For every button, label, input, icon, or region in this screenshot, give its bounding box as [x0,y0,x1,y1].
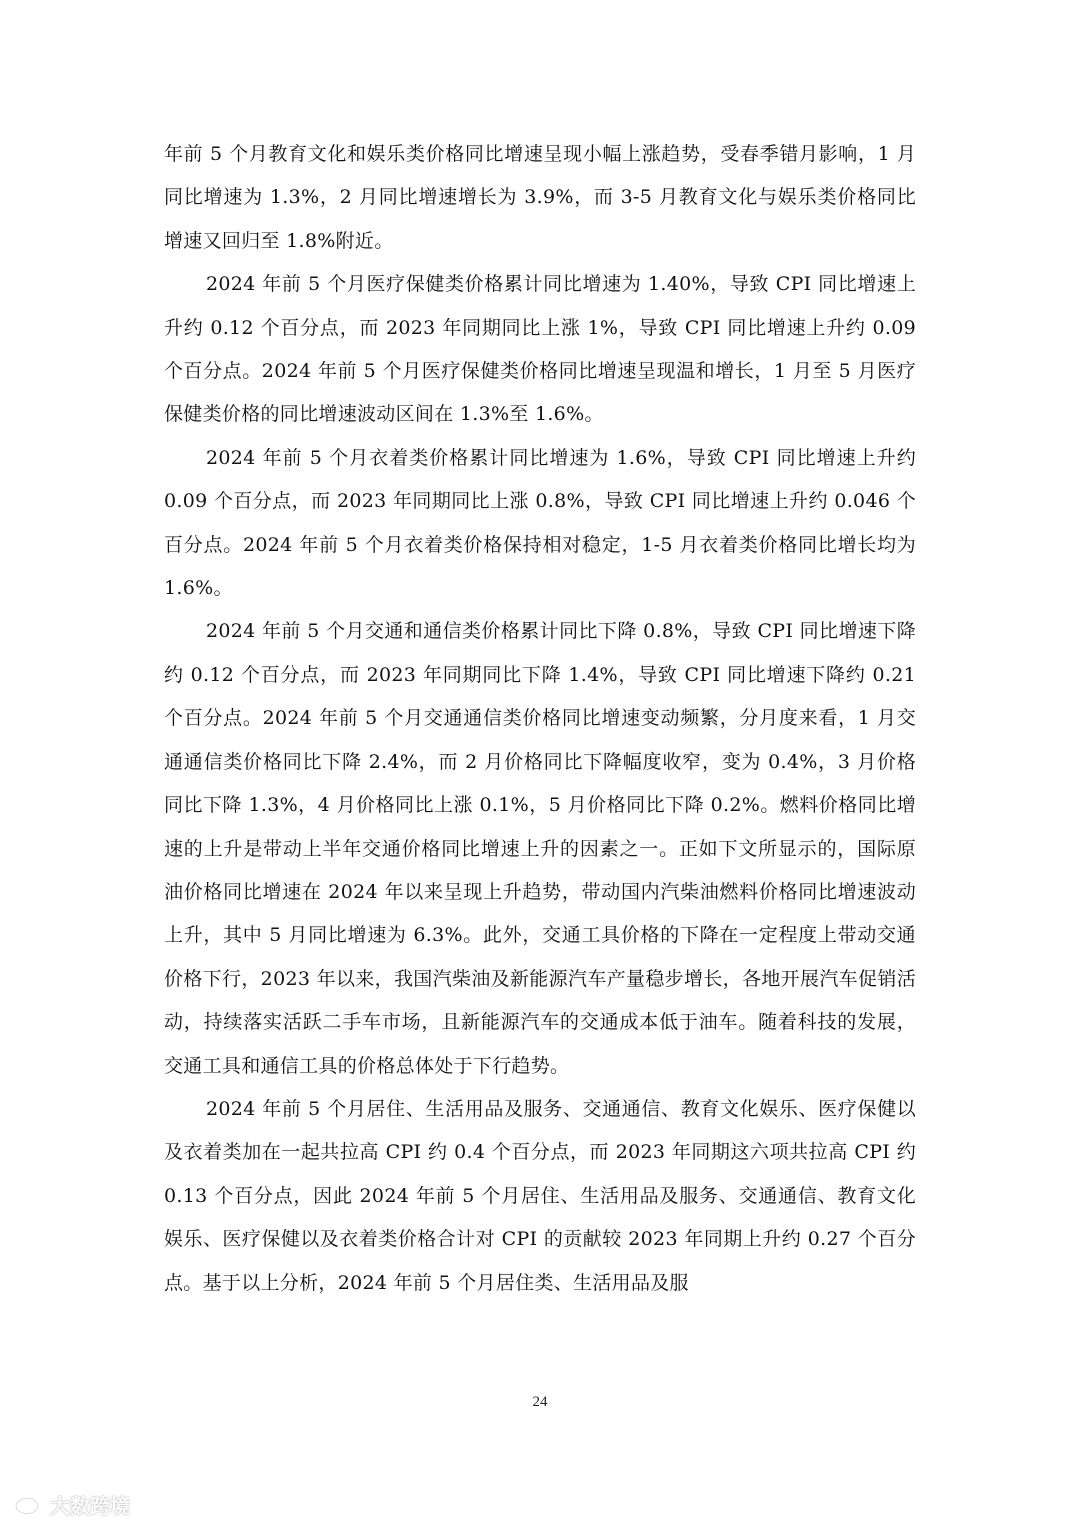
paragraph: 2024 年前 5 个月交通和通信类价格累计同比下降 0.8%，导致 CPI 同比增速下降约 0.12 个百分点，而 2023 年同期同比下降 1.4%，导致 CPI 同比增速下降约 0.21 个百分点。2024 年前 5 个月交通通信类价格同比增速变动频繁，分月度来看，1 月交通通信类价格同比下降 2.4%，而 2 月价格同比下降幅度收窄，变为 0.4%，3 月价格同比下降 1.3%，4 月价格同比上涨 0.1%，5 月价格同比下降 0.2%。燃料价格同比增速的上升是带动上半年交通价格同比增速上升的因素之一。正如下文所显示的，国际原油价格同比增速在 2024 年以来呈现上升趋势，带动国内汽柴油燃料价格同比增速波动上升，其中 5 月同比增速为 6.3%。此外，交通工具价格的下降在一定程度上带动交通价格下行，2023 年以来，我国汽柴油及新能源汽车产量稳步增长，各地开展汽车促销活动，持续落实活跃二手车市场，且新能源汽车的交通成本低于油车。随着科技的发展，交通工具和通信工具的价格总体处于下行趋势。 [164,620,916,1077]
watermark [14,1490,130,1519]
watermark-text: 大数跨境 [50,1494,130,1518]
weibo-logo-icon [14,1491,44,1519]
paragraph: 2024 年前 5 个月衣着类价格累计同比增速为 1.6%，导致 CPI 同比增速上升约 0.09 个百分点，而 2023 年同期同比上涨 0.8%，导致 CPI 同比增速上升约 0.046 个百分点。2024 年前 5 个月衣着类价格保持相对稳定，1-5 月衣着类价格同比增长均为 1.6%。 [164,446,916,600]
paragraph: 年前 5 个月教育文化和娱乐类价格同比增速呈现小幅上涨趋势，受春季错月影响，1 月同比增速为 1.3%，2 月同比增速增长为 3.9%，而 3-5 月教育文化与娱乐类价格同比增速又回归至 1.8%附近。 [164,143,916,252]
paragraph: 2024 年前 5 个月医疗保健类价格累计同比增速为 1.40%，导致 CPI 同比增速上升约 0.12 个百分点，而 2023 年同期同比上涨 1%，导致 CPI 同比增速上升约 0.09 个百分点。2024 年前 5 个月医疗保健类价格同比增速呈现温和增长，1 月至 5 月医疗保健类价格的同比增速波动区间在 1.3%至 1.6%。 [164,273,916,426]
document-body [164,133,916,1305]
page-number: 24 [532,1394,548,1410]
paragraph: 2024 年前 5 个月居住、生活用品及服务、交通通信、教育文化娱乐、医疗保健以及衣着类加在一起共拉高 CPI 约 0.4 个百分点，而 2023 年同期这六项共拉高 CPI 约 0.13 个百分点，因此 2024 年前 5 个月居住、生活用品及服务、交通通信、教育文化娱乐、医疗保健以及衣着类价格合计对 CPI 的贡献较 2023 年同期上升约 0.27 个百分点。基于以上分析，2024 年前 5 个月居住类、生活用品及服 [164,1097,916,1294]
